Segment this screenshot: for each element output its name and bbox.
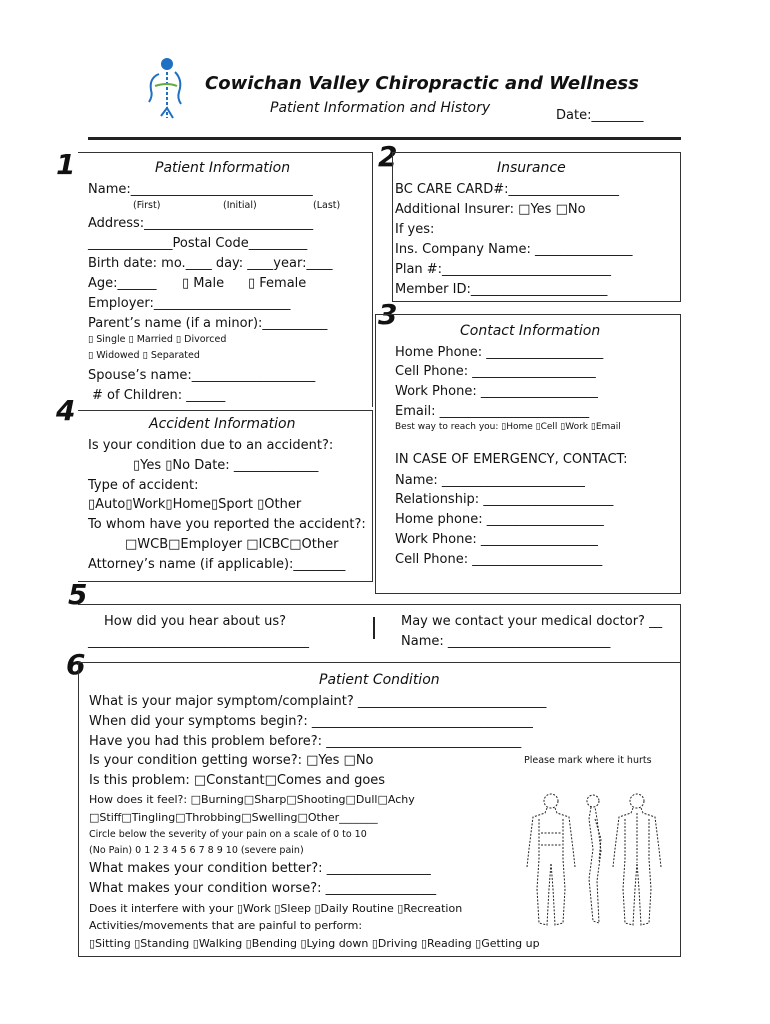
- male-checkbox[interactable]: ▯ Male: [182, 276, 225, 291]
- if-yes-label: If yes:: [395, 222, 435, 237]
- section-number-2: 2: [378, 140, 398, 173]
- children-field[interactable]: # of Children: ______: [92, 388, 226, 403]
- clinic-title: Cowichan Valley Chiropractic and Wellness: [205, 73, 639, 94]
- feel-options-row-1[interactable]: How does it feel?: □Burning□Sharp□Shooting□Dull□Achy: [89, 793, 415, 806]
- date-field[interactable]: Date:________: [556, 108, 644, 123]
- postal-code-field[interactable]: _____________Postal Code_________: [88, 236, 308, 251]
- contact-doctor-field[interactable]: May we contact your medical doctor? __: [401, 614, 663, 629]
- age-field[interactable]: Age:______: [88, 276, 157, 291]
- birth-date-field[interactable]: Birth date: mo.____ day: ____year:____: [88, 256, 333, 271]
- emergency-cell-phone-field[interactable]: Cell Phone: ____________________: [395, 552, 603, 567]
- spouse-name-field[interactable]: Spouse’s name:___________________: [88, 368, 316, 383]
- marital-status-row-2[interactable]: ▯ Widowed ▯ Separated: [88, 350, 200, 361]
- name-last-label: (Last): [313, 200, 341, 211]
- address-field[interactable]: Address:__________________________: [88, 216, 314, 231]
- form-subtitle: Patient Information and History: [270, 100, 491, 116]
- accident-type-options[interactable]: ▯Auto▯Work▯Home▯Sport ▯Other: [88, 497, 302, 512]
- referral-divider: [373, 617, 375, 639]
- referral-box: [78, 604, 681, 662]
- female-checkbox[interactable]: ▯ Female: [248, 276, 307, 291]
- worse-field[interactable]: What makes your condition worse?: _________________: [89, 881, 437, 896]
- pain-scale[interactable]: (No Pain) 0 1 2 3 4 5 6 7 8 9 10 (severe pain): [89, 845, 304, 856]
- accident-reported-options[interactable]: □WCB□Employer □ICBC□Other: [125, 537, 339, 552]
- getting-worse-field[interactable]: Is your condition getting worse?: □Yes □No: [89, 753, 374, 768]
- email-field[interactable]: Email: _______________________: [395, 404, 590, 419]
- better-field[interactable]: What makes your condition better?: ________________: [89, 861, 431, 876]
- marital-status-row-1[interactable]: ▯ Single ▯ Married ▯ Divorced: [88, 334, 227, 345]
- emergency-home-phone-field[interactable]: Home phone: __________________: [395, 512, 604, 527]
- name-first-label: (First): [133, 200, 161, 211]
- accident-reported-question: To whom have you reported the accident?:: [88, 517, 366, 532]
- activities-label: Activities/movements that are painful to perform:: [89, 919, 363, 932]
- emergency-work-phone-field[interactable]: Work Phone: __________________: [395, 532, 598, 547]
- name-field[interactable]: Name:____________________________: [88, 182, 313, 197]
- cell-phone-field[interactable]: Cell Phone: ___________________: [395, 364, 596, 379]
- patient-info-title: Patient Information: [155, 160, 291, 176]
- severity-instruction: Circle below the severity of your pain on a scale of 0 to 10: [89, 829, 367, 840]
- emergency-relationship-field[interactable]: Relationship: ____________________: [395, 492, 614, 507]
- major-symptom-field[interactable]: What is your major symptom/complaint? _____________________________: [89, 694, 547, 709]
- back-body-figure: [613, 794, 661, 925]
- problem-type-field[interactable]: Is this problem: □Constant□Comes and goes: [89, 773, 386, 788]
- work-phone-field[interactable]: Work Phone: __________________: [395, 384, 598, 399]
- accident-question: Is your condition due to an accident?:: [88, 438, 334, 453]
- accident-title: Accident Information: [149, 416, 296, 432]
- section-number-6: 6: [66, 648, 86, 681]
- hear-about-label: How did you hear about us?: [104, 614, 286, 629]
- condition-title: Patient Condition: [319, 672, 440, 688]
- doctor-name-field[interactable]: Name: _________________________: [401, 634, 611, 649]
- mark-hurts-label: Please mark where it hurts: [524, 755, 652, 766]
- insurance-title: Insurance: [497, 160, 566, 176]
- plan-number-field[interactable]: Plan #:__________________________: [395, 262, 612, 277]
- hear-about-field[interactable]: __________________________________: [88, 634, 309, 649]
- front-body-figure: [527, 794, 575, 925]
- member-id-field[interactable]: Member ID:_____________________: [395, 282, 608, 297]
- symptoms-began-field[interactable]: When did your symptoms begin?: __________________________________: [89, 714, 533, 729]
- contact-title: Contact Information: [460, 323, 601, 339]
- activities-options[interactable]: ▯Sitting ▯Standing ▯Walking ▯Bending ▯Lying down ▯Driving ▯Reading ▯Getting up: [89, 937, 540, 950]
- clinic-logo: [145, 56, 187, 122]
- home-phone-field[interactable]: Home Phone: __________________: [395, 345, 604, 360]
- section-number-1: 1: [56, 148, 76, 181]
- accident-type-label: Type of accident:: [88, 478, 199, 493]
- bc-care-card-field[interactable]: BC CARE CARD#:_________________: [395, 182, 620, 197]
- section-number-4: 4: [56, 394, 76, 427]
- ins-company-field[interactable]: Ins. Company Name: _______________: [395, 242, 633, 257]
- side-body-figure: [587, 795, 601, 923]
- section-number-5: 5: [68, 578, 88, 611]
- parent-name-field[interactable]: Parent’s name (if a minor):__________: [88, 316, 328, 331]
- body-pain-diagram[interactable]: [521, 789, 665, 930]
- section-number-3: 3: [378, 298, 398, 331]
- name-initial-label: (Initial): [223, 200, 257, 211]
- feel-options-row-2[interactable]: □Stiff□Tingling□Throbbing□Swelling□Other_______: [89, 811, 378, 824]
- emergency-name-field[interactable]: Name: ______________________: [395, 473, 585, 488]
- accident-yes-no-date[interactable]: ▯Yes ▯No Date: _____________: [133, 458, 319, 473]
- emergency-heading: IN CASE OF EMERGENCY, CONTACT:: [395, 452, 628, 467]
- problem-before-field[interactable]: Have you had this problem before?: ______________________________: [89, 734, 522, 749]
- attorney-field[interactable]: Attorney’s name (if applicable):________: [88, 557, 346, 572]
- additional-insurer-field[interactable]: Additional Insurer: □Yes □No: [395, 202, 586, 217]
- best-way-options[interactable]: Best way to reach you: ▯Home ▯Cell ▯Work ▯Email: [395, 422, 621, 432]
- employer-field[interactable]: Employer:_____________________: [88, 296, 291, 311]
- interfere-options[interactable]: Does it interfere with your ▯Work ▯Sleep ▯Daily Routine ▯Recreation: [89, 902, 463, 915]
